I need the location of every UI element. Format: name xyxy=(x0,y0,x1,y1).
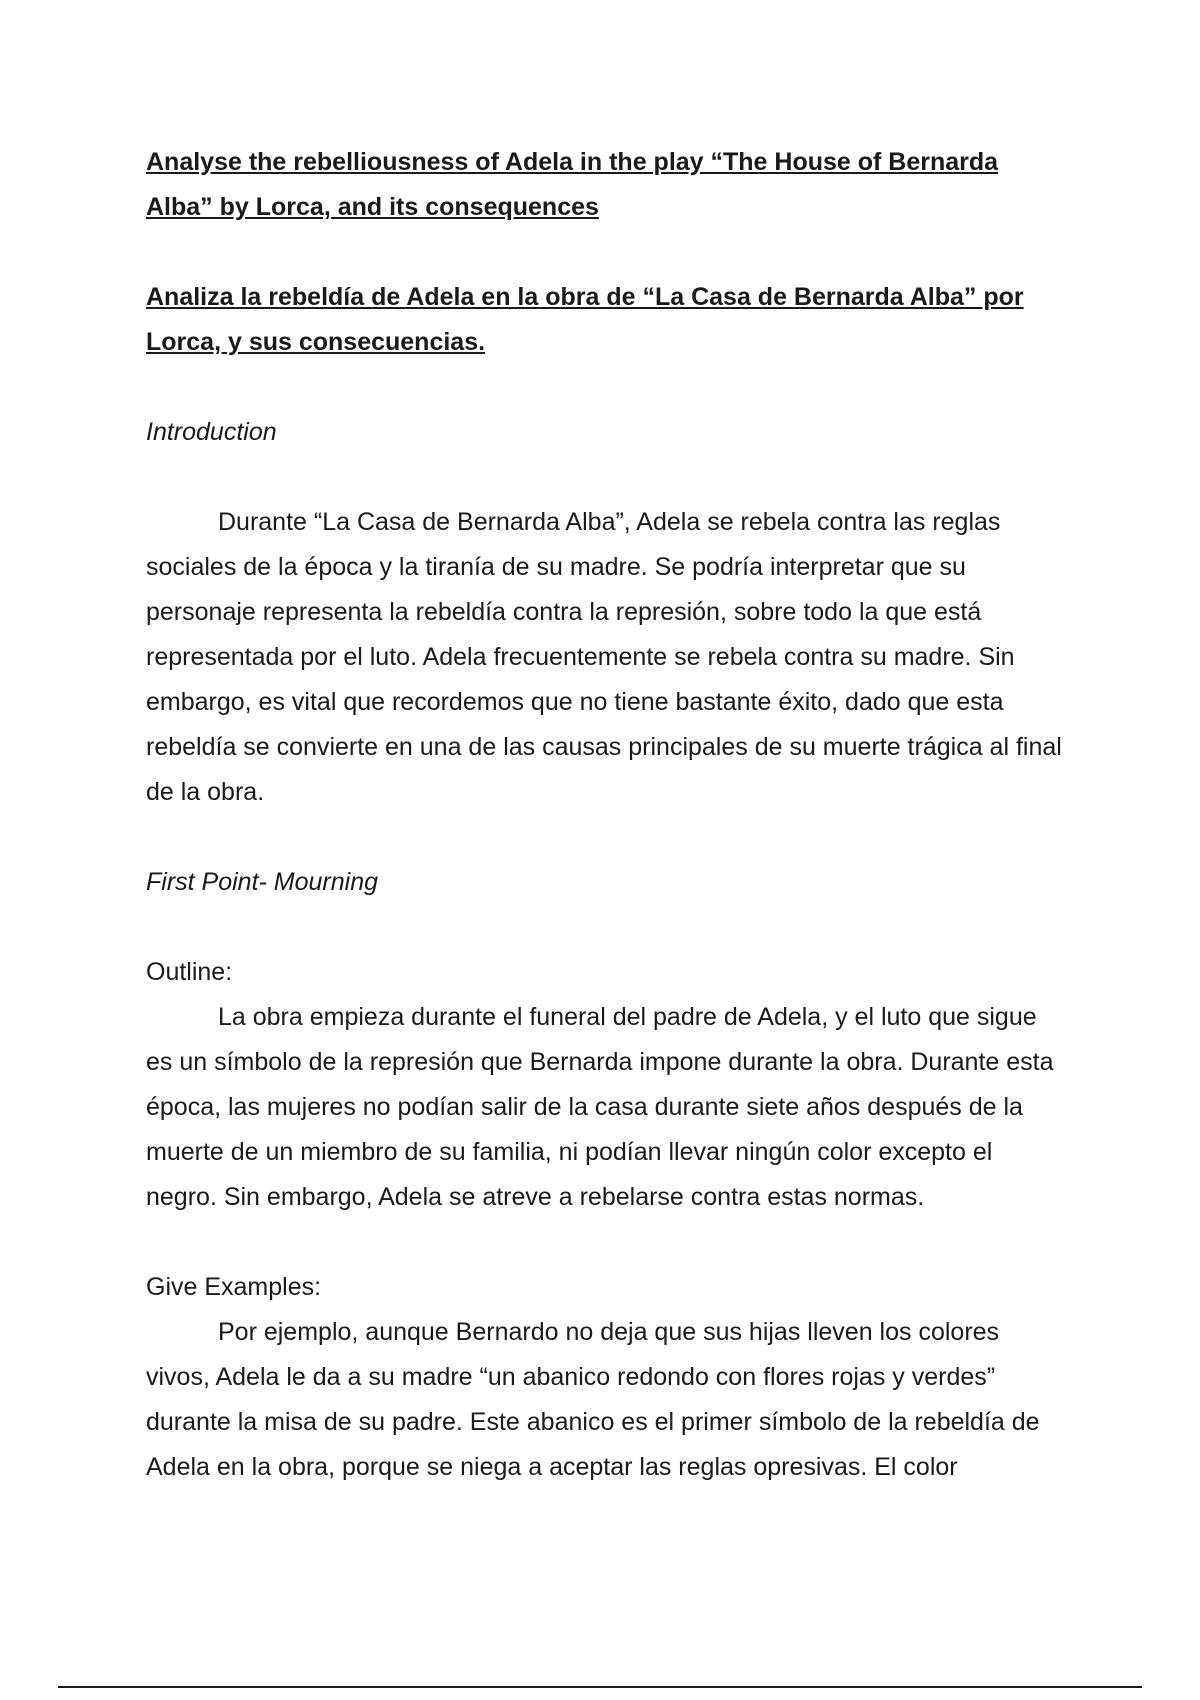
document-page xyxy=(146,140,1066,1490)
spacer xyxy=(146,905,1066,950)
spacer xyxy=(146,455,1066,500)
outline-label: Outline: xyxy=(146,958,233,986)
footer-divider xyxy=(58,1686,1142,1688)
introduction-heading: Introduction xyxy=(146,418,277,446)
examples-paragraph: Por ejemplo, aunque Bernardo no deja que sus hijas lleven los colores vivos, Adela le da a su madre “un abanico redondo con flores rojas y verdes” durante la misa de su padre. Este abanico es el primer símbolo de la rebeldía de Adela en la obra, porque se niega a aceptar las reglas opresivas. El color xyxy=(146,1318,1040,1481)
examples-label: Give Examples: xyxy=(146,1273,322,1301)
first-point-heading: First Point- Mourning xyxy=(146,868,379,896)
spacer xyxy=(146,1220,1066,1265)
outline-paragraph: La obra empieza durante el funeral del padre de Adela, y el luto que sigue es un símbolo de la represión que Bernarda impone durante la obra. Durante esta época, las mujeres no podían salir de la casa durante siete años después de la muerte de un miembro de su familia, ni podían llevar ningún color excepto el negro. Sin embargo, Adela se atreve a rebelarse contra estas normas. xyxy=(146,1003,1054,1211)
spacer xyxy=(146,815,1066,860)
title-english: Analyse the rebelliousness of Adela in the play “The House of Bernarda Alba” by Lorca, and its consequences xyxy=(146,148,999,221)
title-spanish: Analiza la rebeldía de Adela en la obra de “La Casa de Bernarda Alba” por Lorca, y sus consecuencias. xyxy=(146,283,1024,356)
spacer xyxy=(146,365,1066,410)
introduction-paragraph: Durante “La Casa de Bernarda Alba”, Adela se rebela contra las reglas sociales de la época y la tiranía de su madre. Se podría interpretar que su personaje representa la rebeldía contra la represión, sobre todo la que está representada por el luto. Adela frecuentemente se rebela contra su madre. Sin embargo, es vital que recordemos que no tiene bastante éxito, dado que esta rebeldía se convierte en una de las causas principales de su muerte trágica al final de la obra. xyxy=(146,508,1062,806)
